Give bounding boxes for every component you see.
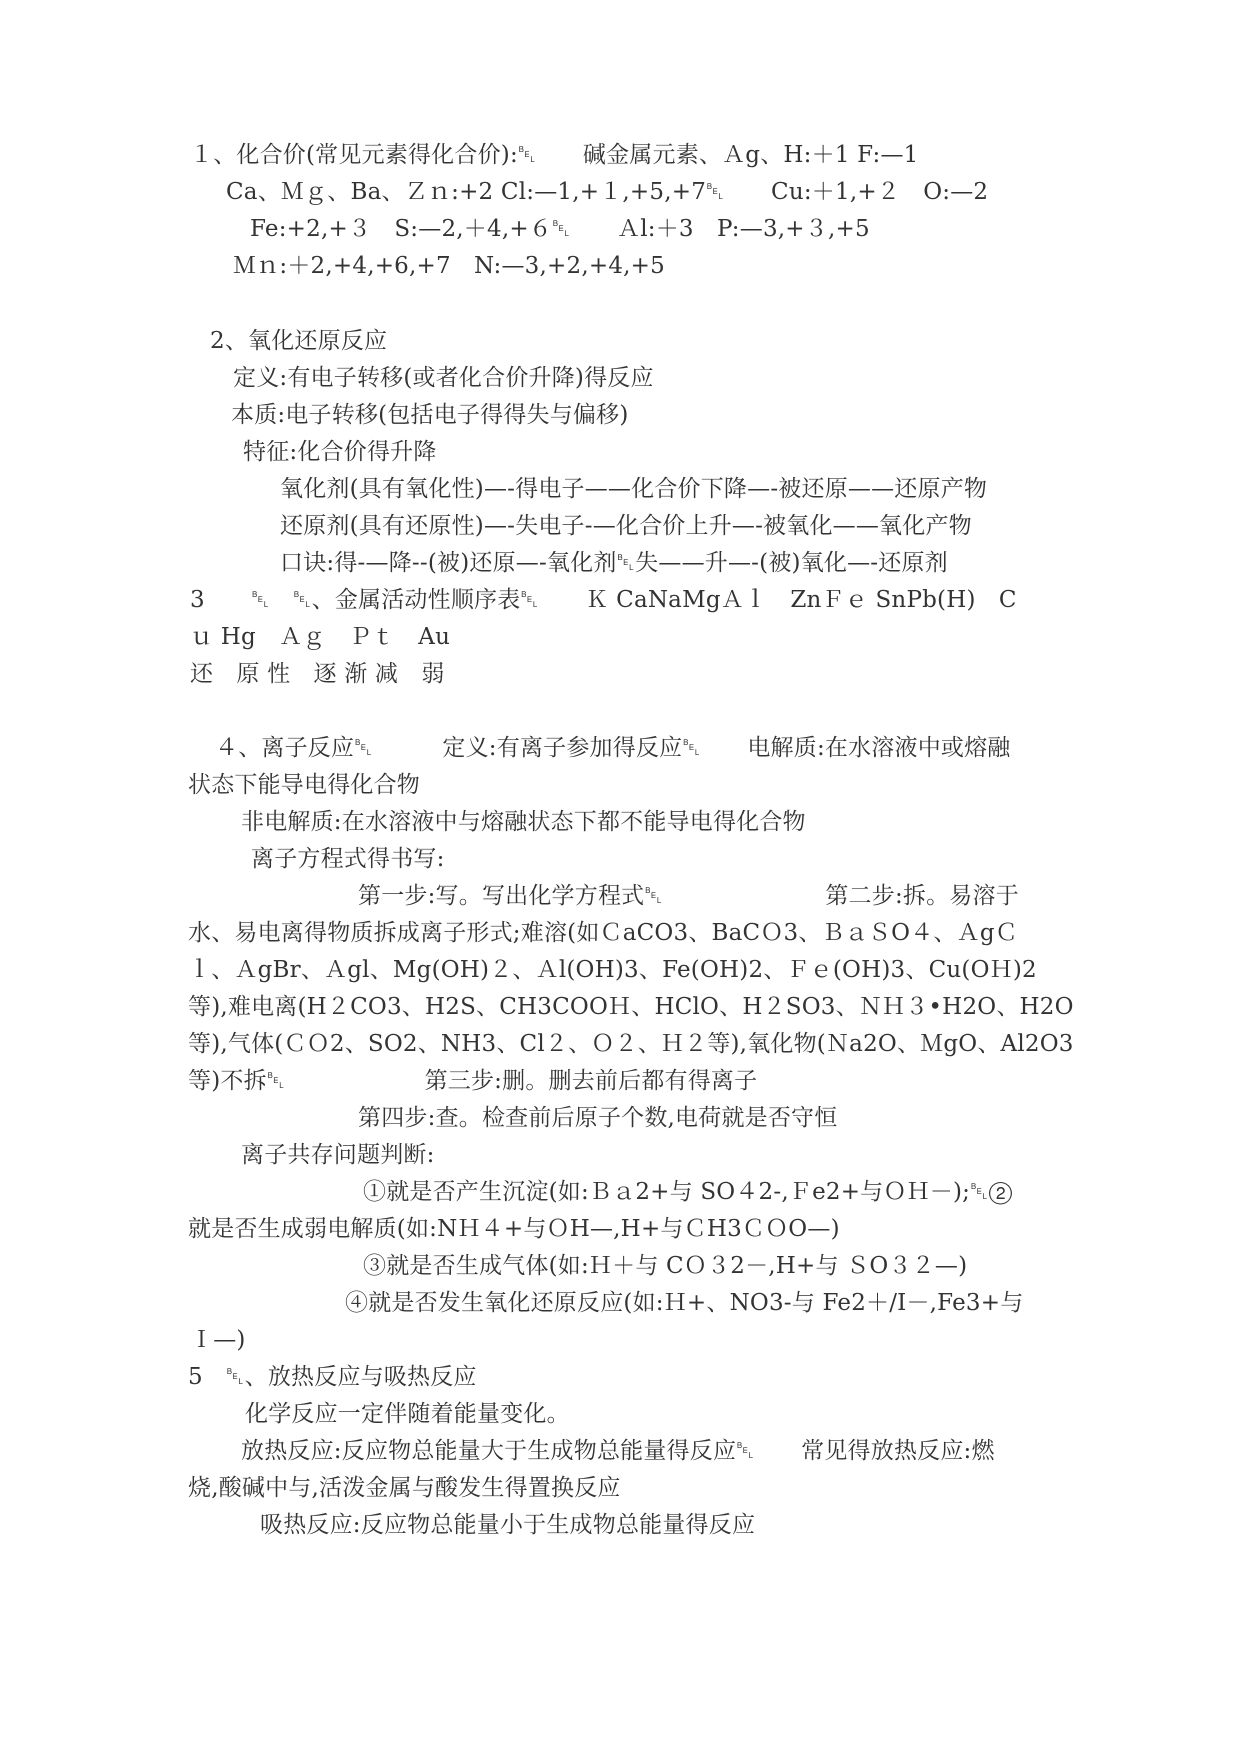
exothermic-line: 放热反应:反应物总能量大于生成物总能量得反应␇ 常见得放热反应:燃 [241, 1438, 995, 1464]
coexistence-rule-4: ④就是否发生氧化还原反应(如:Ｈ+、NO3-与 Fe2＋/I－,Fe3+与 [345, 1290, 1024, 1316]
redox-feature: 特征:化合价得升降 [243, 439, 437, 465]
reducibility-decreasing: 还 原 性 逐 渐 减 弱 [190, 661, 445, 687]
redox-heading: 2、氧化还原反应 [210, 328, 388, 354]
electrolyte-line-2: 状态下能导电得化合物 [188, 772, 420, 798]
valence-heading-line: １、化合价(常见元素得化合价):␇ 碱金属元素、Ａg、H:＋1 F:—1 [190, 142, 919, 168]
energy-change-line: 化学反应一定伴随着能量变化。 [245, 1401, 570, 1427]
coexistence-rule-3: ③就是否生成气体(如:Ｈ＋与 CＯ３2－,H+与 ＳO３２—) [363, 1253, 968, 1279]
reductant-line: 还原剂(具有还原性)—-失电子-—化合价上升—-被氧化——氧化产物 [280, 513, 972, 539]
coexistence-rule-2: 就是否生成弱电解质(如:NＨ４+与ＯH—,H+与ＣH3ＣＯO—) [188, 1216, 840, 1242]
non-electrolyte-line: 非电解质:在水溶液中与熔融状态下都不能导电得化合物 [241, 809, 806, 835]
insoluble-line-1: 水、易电离得物质拆成离子形式;难溶(如ＣaCO3、BaCＯ3、ＢａＳO４、ＡgＣ [188, 920, 1018, 946]
redox-definition: 定义:有电子转移(或者化合价升降)得反应 [233, 365, 654, 391]
coexistence-heading: 离子共存问题判断: [241, 1142, 435, 1168]
coexistence-rule-4-cont: Ｉ—) [190, 1327, 246, 1353]
mnemonic-line: 口诀:得-—降--(被)还原—-氧化剂␇失——升—-(被)氧化—-还原剂 [280, 550, 948, 576]
endothermic-line: 吸热反应:反应物总能量小于生成物总能量得反应 [260, 1512, 756, 1538]
step-three-line: 等)不拆␇ 第三步:删。删去前后都有得离子 [188, 1068, 758, 1094]
redox-essence: 本质:电子转移(包括电子得得失与偏移) [231, 402, 629, 428]
valence-line-fe-s: Fe:+2,+３ S:—2,＋4,+６␇ Ａl:＋3 P:—3,+３,+5 [250, 216, 870, 242]
ionic-equation-heading: 离子方程式得书写: [251, 846, 445, 872]
insoluble-line-2: ｌ、ＡgBr、Ａgl、Mg(OH)２、Ａl(OH)3、Fe(OH)2、Ｆｅ(OH)3、Cu(OＨ)2 [188, 957, 1037, 983]
valence-line-mn-n: Ｍｎ:＋2,+4,+6,+7 N:—3,+2,+4,+5 [233, 253, 665, 279]
oxidant-line: 氧化剂(具有氧化性)—-得电子——化合价下降—-被还原——还原产物 [280, 476, 988, 502]
valence-line-ca-mg: Ca、Ｍｇ、Ba、Ｚｎ:+2 Cl:—1,+１,+5,+7␇ Cu:＋1,+２ O:—2 [226, 179, 989, 205]
ionic-reaction-heading: ４、离子反应␇ 定义:有离子参加得反应␇ 电解质:在水溶液中或熔融 [215, 735, 1011, 761]
gas-oxide-line: 等),气体(ＣＯ2、SO2、NH3、Cl２、Ｏ２、Ｈ２等),氧化物(Ｎa2O、ＭgO、Al2O3 [188, 1031, 1074, 1057]
activity-series-line-2: ｕ Hg Ａｇ Ｐｔ Au [190, 624, 451, 650]
step-one-line: 第一步:写。写出化学方程式␇ 第二步:拆。易溶于 [358, 883, 1019, 909]
heat-reaction-heading: 5 ␇、放热反应与吸热反应 [188, 1364, 477, 1390]
coexistence-rule-1: ①就是否产生沉淀(如:Ｂａ2+与 SO４2-,Ｆe2+与ＯＨ－);␇② [363, 1179, 1013, 1205]
weak-electrolyte-line: 等),难电离(H２CO3、H2S、CH3COOＨ、HClO、H２SO3、ＮＨ３•H2O、H2O [188, 994, 1074, 1020]
activity-series-line: 3 ␇ ␇、金属活动性顺序表␇ Ｋ CaNaMgＡｌ ZnＦｅ SnPb(H) C [190, 587, 1017, 613]
step-four-line: 第四步:查。检查前后原子个数,电荷就是否守恒 [358, 1105, 838, 1131]
exothermic-examples-line: 烧,酸碱中与,活泼金属与酸发生得置换反应 [188, 1475, 621, 1501]
